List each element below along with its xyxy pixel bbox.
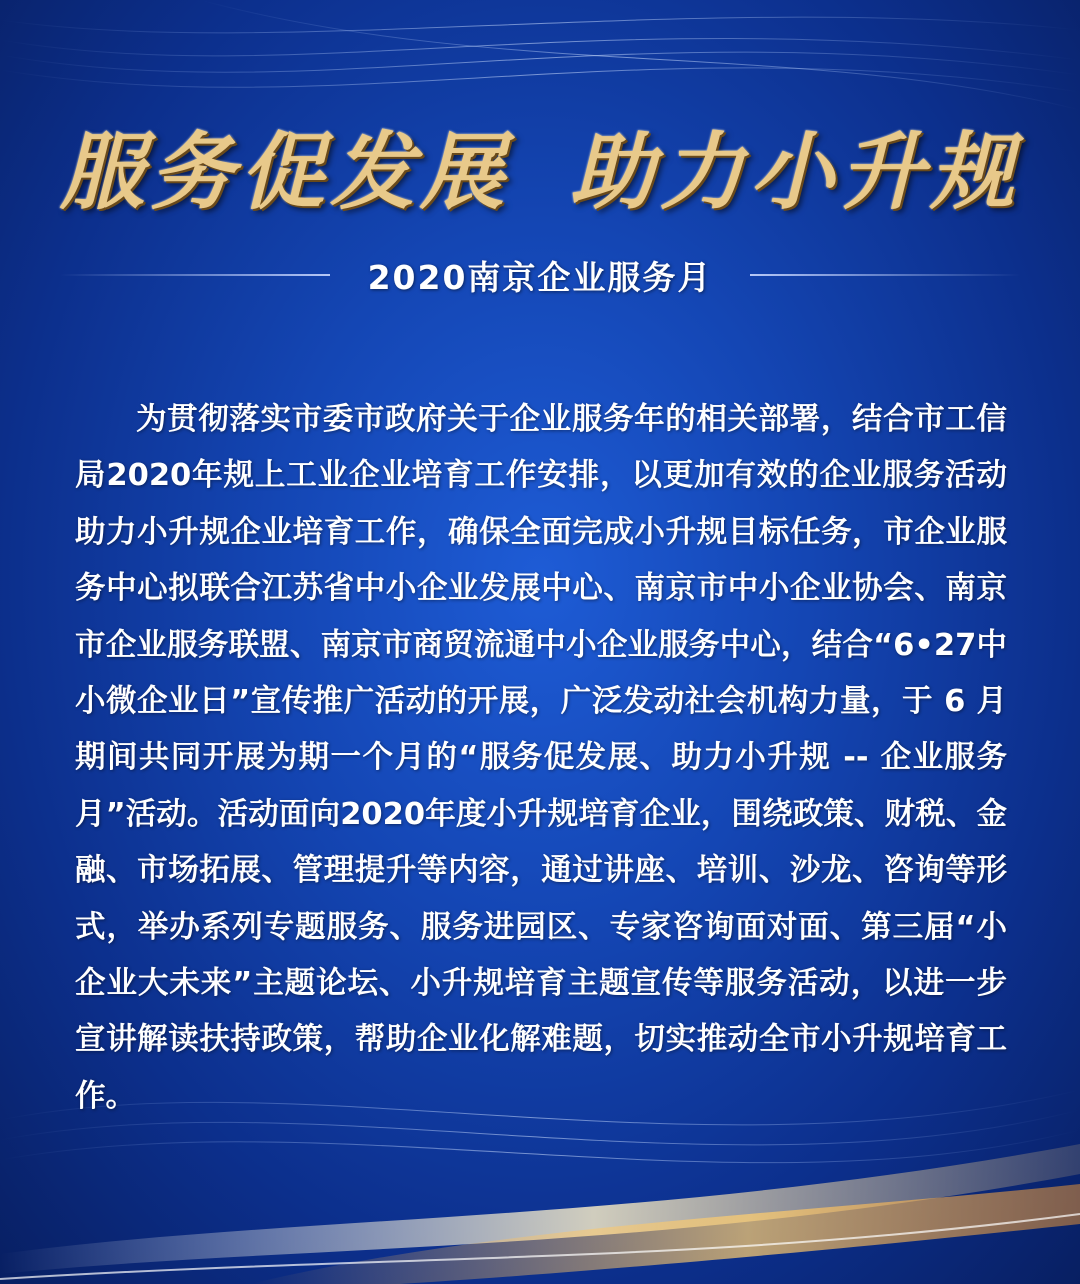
body-paragraph: 为贯彻落实市委市政府关于企业服务年的相关部署，结合市工信局2020年规上工业企业培育工作安排，以更加有效的企业服务活动助力小升规企业培育工作，确保全面完成小升规目标任务，市企业服务中心拟联合江苏省中小企业发展中心、南京市中小企业协会、南京市企业服务联盟、南京市商贸流通中小企业服务中心，结合“6•27中小微企业日”宣传推广活动的开展，广泛发动社会机构力量，于 6 月期间共同开展为期一个月的“服务促发展、助力小升规 -- 企业服务月”活动。活动面向2020年度小升规培育企业，围绕政策、财税、金融、市场拓展、管理提升等内容，通过讲座、培训、沙龙、咨询等形式，举办系列专题服务、服务进园区、专家咨询面对面、第三届“小企业大未来”主题论坛、小升规培育主题宣传等服务活动，以进一步宣讲解读扶持政策，帮助企业化解难题，切实推动全市小升规培育工作。 [75, 402, 1007, 1114]
subtitle-right-rule [750, 274, 1020, 276]
subtitle-left-rule [60, 274, 330, 276]
main-title [0, 105, 1080, 226]
subtitle: 2020南京企业服务月 [367, 257, 713, 297]
title-left: 服务促发展 [59, 122, 510, 221]
title-right: 助力小升规 [570, 122, 1021, 221]
subtitle-row [60, 250, 1020, 300]
bottom-light-streaks [0, 1104, 1080, 1284]
